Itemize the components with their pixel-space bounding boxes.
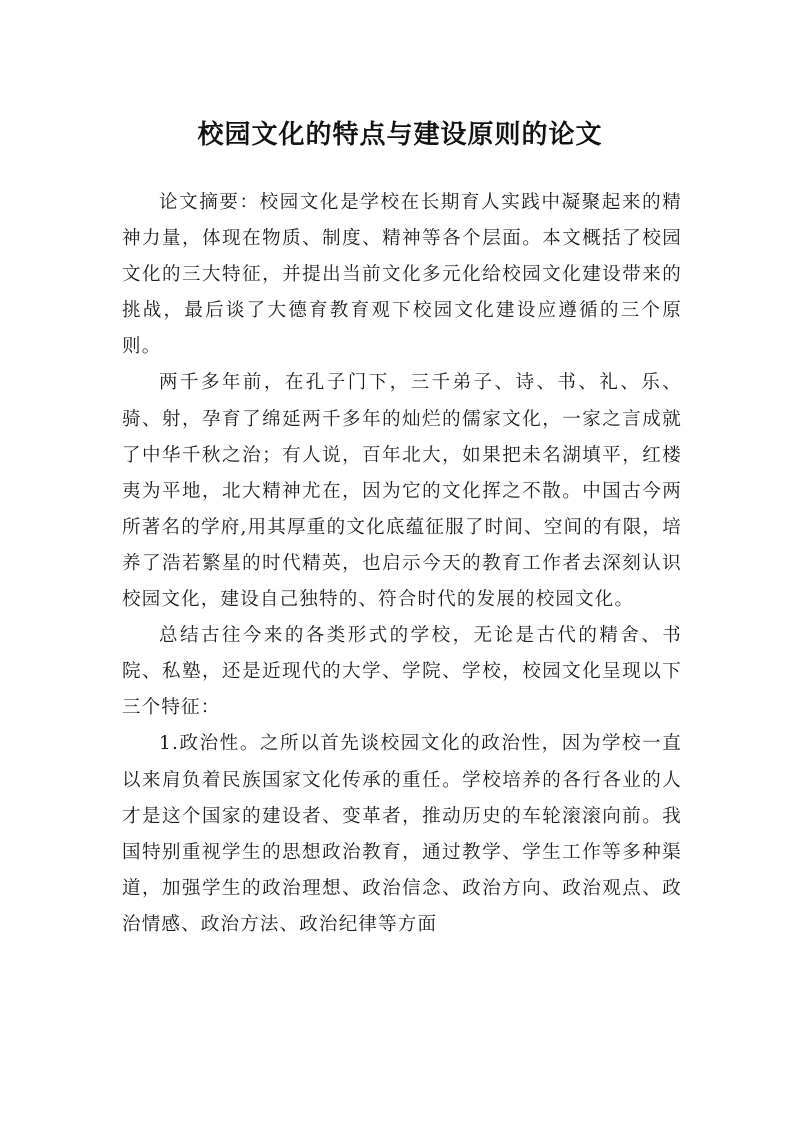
body-paragraph: 两千多年前，在孔子门下，三千弟子、诗、书、礼、乐、骑、射，孕育了绵延两千多年的灿烂的儒家文化，一家之言成就了中华千秋之治；有人说，百年北大，如果把未名湖填平，红楼夷为平地，北大精神尤在，因为它的文化挥之不散。中国古今两所著名的学府,用其厚重的文化底蕴征服了时间、空间的有限，培养了浩若繁星的时代精英，也启示今天的教育工作者去深刻认识校园文化，建设自己独特的、符合时代的发展的校园文化。 — [122, 372, 682, 611]
body-paragraph: 总结古往今来的各类形式的学校，无论是古代的精舍、书院、私塾，还是近现代的大学、学院、学校，校园文化呈现以下三个特征： — [122, 625, 682, 719]
body-paragraph: 1.政治性。之所以首先谈校园文化的政治性，因为学校一直以来肩负着民族国家文化传承的重任。学校培养的各行各业的人才是这个国家的建设者、变革者，推动历史的车轮滚滚向前。我国特别重视学生的思想政治教育，通过教学、学生工作等多种渠道，加强学生的政治理想、政治信念、政治方向、政治观点、政治情感、政治方法、政治纪律等方面 — [122, 733, 682, 935]
document-title: 校园文化的特点与建设原则的论文 — [197, 120, 603, 151]
abstract-paragraph: 论文摘要：校园文化是学校在长期育人实践中凝聚起来的精神力量，体现在物质、制度、精神等各个层面。本文概括了校园文化的三大特征，并提出当前文化多元化给校园文化建设带来的挑战，最后谈了大德育教育观下校园文化建设应遵循的三个原则。 — [122, 192, 682, 358]
document-body — [122, 185, 682, 943]
